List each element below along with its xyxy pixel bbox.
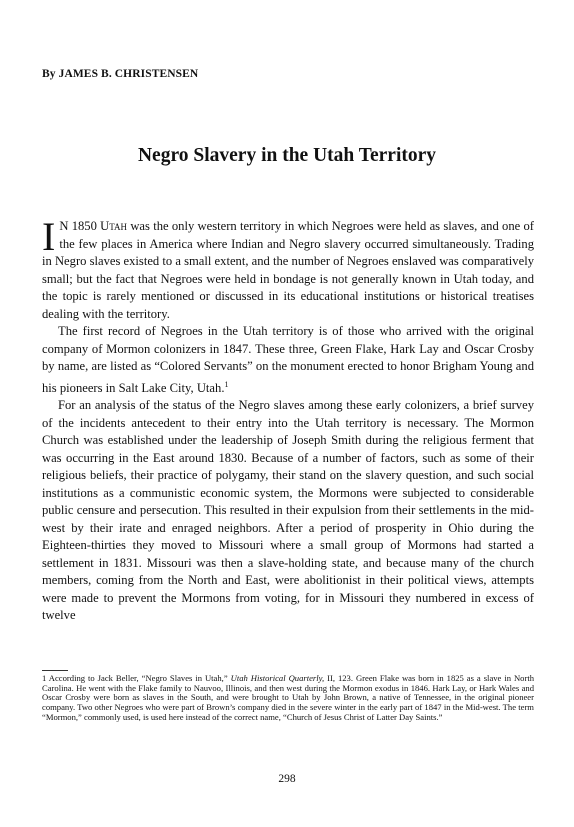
footnote-1 xyxy=(42,674,534,723)
footnote-reference[interactable]: 1 xyxy=(224,379,229,389)
paragraph-2 xyxy=(42,323,534,397)
footnote-divider xyxy=(42,670,68,671)
paragraph-1-lead: N 1850 xyxy=(59,219,101,233)
footnote xyxy=(42,674,534,723)
footnote-text-b: II, 123. Green Flake was born in 1825 as a slave in North Carolina. He went with the Flake family to Nauvoo, Illinois, and then west during the Mormon exodus in 1846. Hark Lay, or Hark Wales and Oscar Crosby were born as slaves in the South, and were brought to Utah by John Brown, a native of Tennessee, in the original pioneer company. Two other Negroes who were part of Brown’s company died in the severe winter in the early part of 1847 in the Mid-west. The term “Mormon,” commonly used, is used here instead of the correct name, “Church of Jesus Christ of Latter Day Saints.” xyxy=(42,673,535,722)
article-title: Negro Slavery in the Utah Territory xyxy=(137,145,437,166)
paragraph-2-text: The first record of Negroes in the Utah territory is of those who arrived with the original company of Mormon colonizers in 1847. These three, Green Flake, Hark Lay and Oscar Crosby by name, are listed as “Colored Servants” on the monument erected to honor Brigham Young and his pioneers in Salt Lake City, Utah. xyxy=(42,324,534,395)
footnote-number: 1 xyxy=(42,673,47,683)
paragraph-1-text: was the only western territory in which Negroes were held as slaves, and one of the few places in America where Indian and Negro slavery occurred simultaneously. Trading in Negro slaves existed to a small extent, and the number of Negroes enslaved was comparatively small; but the fact that Negroes were held in bondage is not generally known in Utah today, and the topic is rarely mentioned or discussed in its educational institutions or historical treatises dealing with the territory. xyxy=(42,219,534,321)
page-number: 298 xyxy=(278,773,296,785)
footnote-journal: Utah Historical Quarterly, xyxy=(230,673,325,683)
paragraph-1 xyxy=(42,214,534,323)
paragraph-1-smallcaps: Utah xyxy=(100,219,128,233)
footnote-text-a: According to Jack Beller, “Negro Slaves in Utah,” xyxy=(46,673,231,683)
drop-cap: I xyxy=(42,214,56,259)
article-byline: By JAMES B. CHRISTENSEN xyxy=(42,68,199,80)
article-body xyxy=(42,214,534,625)
paragraph-3: For an analysis of the status of the Negro slaves among these early colonizers, a brief survey of the incidents antecedent to their entry into the Utah territory is necessary. The Mormon Church was established under the leadership of Joseph Smith during the religious ferment that was occurring in the East around 1830. Because of a number of factors, such as some of their religious beliefs, their practice of polygamy, their stand on the slavery question, and such social institutions as a communistic economic system, the Mormons were subjected to considerable public censure and persecution. This resulted in their expulsion from their settlements in the mid-west by their irate and enraged neighbors. After a period of prosperity in Ohio during the Eighteen-thirties they moved to Missouri where a small group of Mormons had started a settlement in 1831. Missouri was then a slave-holding state, and because many of the church members, coming from the North and East, were abolitionist in their political views, attempts were made to prevent the Mormons from voting, for in Missouri they numbered in excess of twelve xyxy=(42,398,534,623)
